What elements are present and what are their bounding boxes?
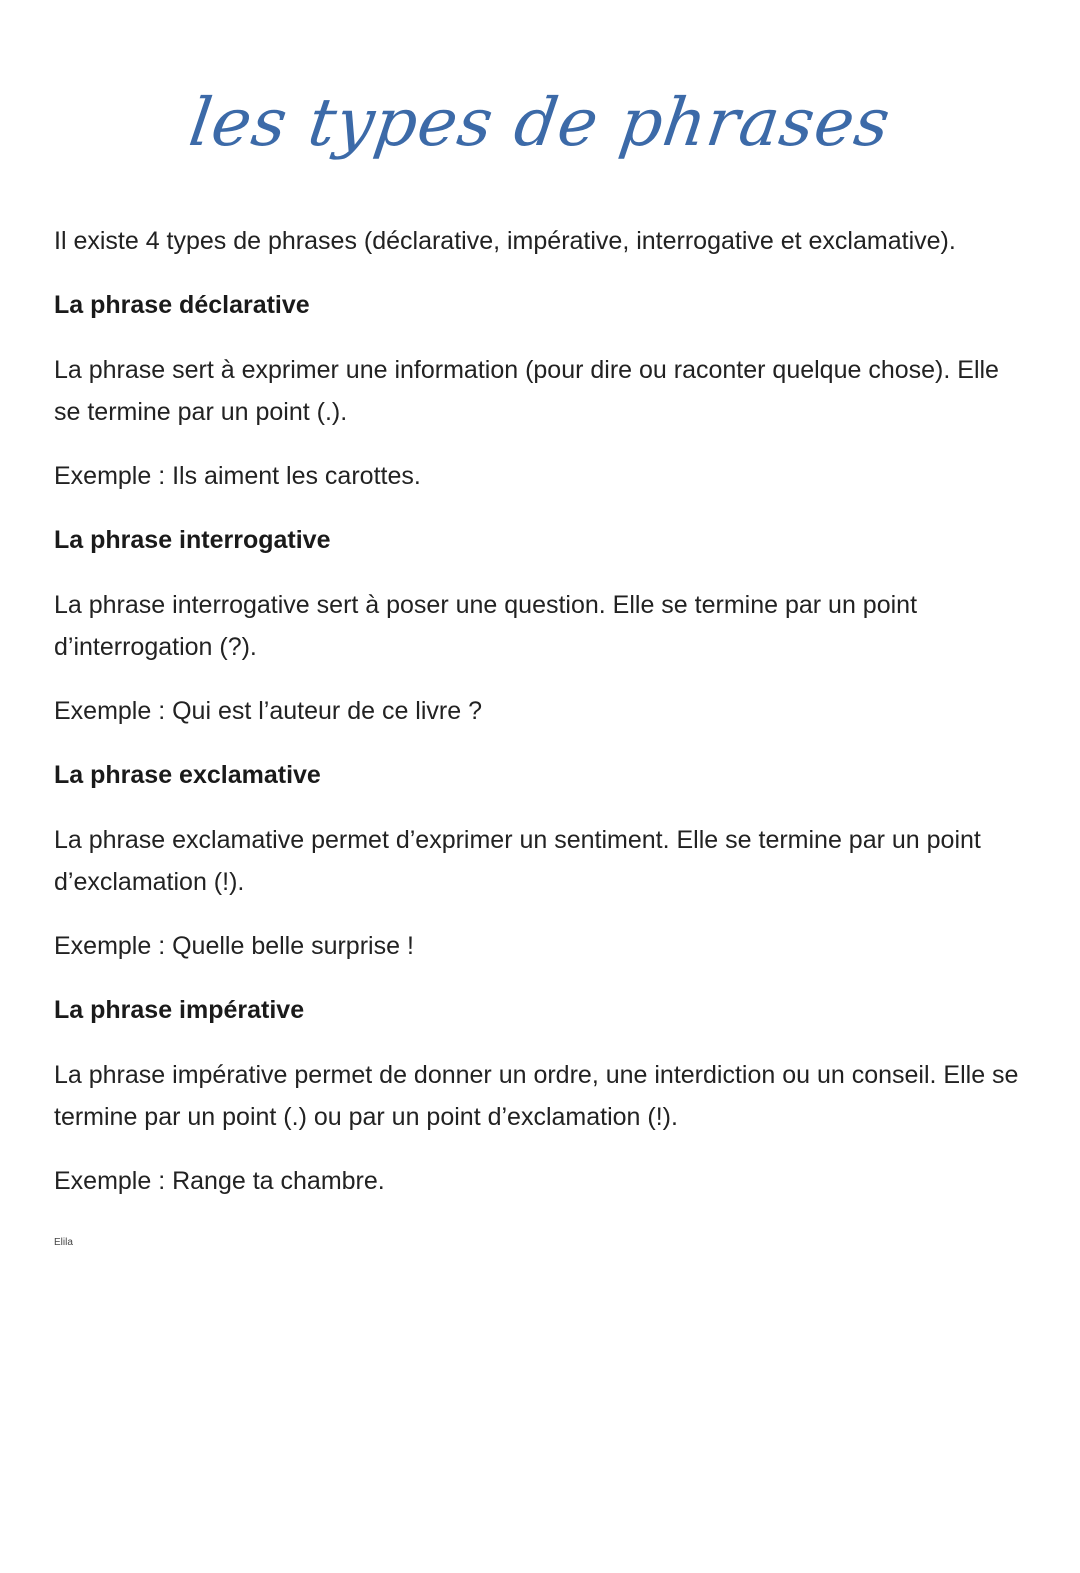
section-example: Exemple : Ils aiment les carottes. (54, 462, 421, 490)
section-text: La phrase sert à exprimer une information (pour dire ou raconter quelque chose). Elle se termine par un point (.). (54, 356, 999, 426)
intro-paragraph: Il existe 4 types de phrases (déclarative, impérative, interrogative et exclamative). (54, 227, 956, 255)
section-heading: La phrase interrogative (54, 526, 331, 554)
section-example: Exemple : Qui est l’auteur de ce livre ? (54, 697, 482, 725)
section-heading: La phrase impérative (54, 996, 305, 1024)
page-title: les types de phrases (184, 84, 896, 161)
section-text: La phrase exclamative permet d’exprimer un sentiment. Elle se termine par un point d’exclamation (!). (54, 826, 981, 896)
section-text: La phrase interrogative sert à poser une question. Elle se termine par un point d’interrogation (?). (54, 591, 918, 661)
section-declarative (54, 284, 1029, 497)
author-signature: Elila (54, 1237, 73, 1248)
section-example: Exemple : Quelle belle surprise ! (54, 932, 414, 960)
section-imperative (54, 989, 1029, 1202)
section-heading: La phrase exclamative (54, 761, 321, 789)
section-interrogative (54, 519, 1029, 732)
document-body (54, 220, 1029, 1224)
section-example: Exemple : Range ta chambre. (54, 1167, 385, 1195)
section-text: La phrase impérative permet de donner un ordre, une interdiction ou un conseil. Elle se termine par un point (.) ou par un point d’exclamation (!). (54, 1061, 1019, 1131)
section-exclamative (54, 754, 1029, 967)
section-heading: La phrase déclarative (54, 291, 310, 319)
